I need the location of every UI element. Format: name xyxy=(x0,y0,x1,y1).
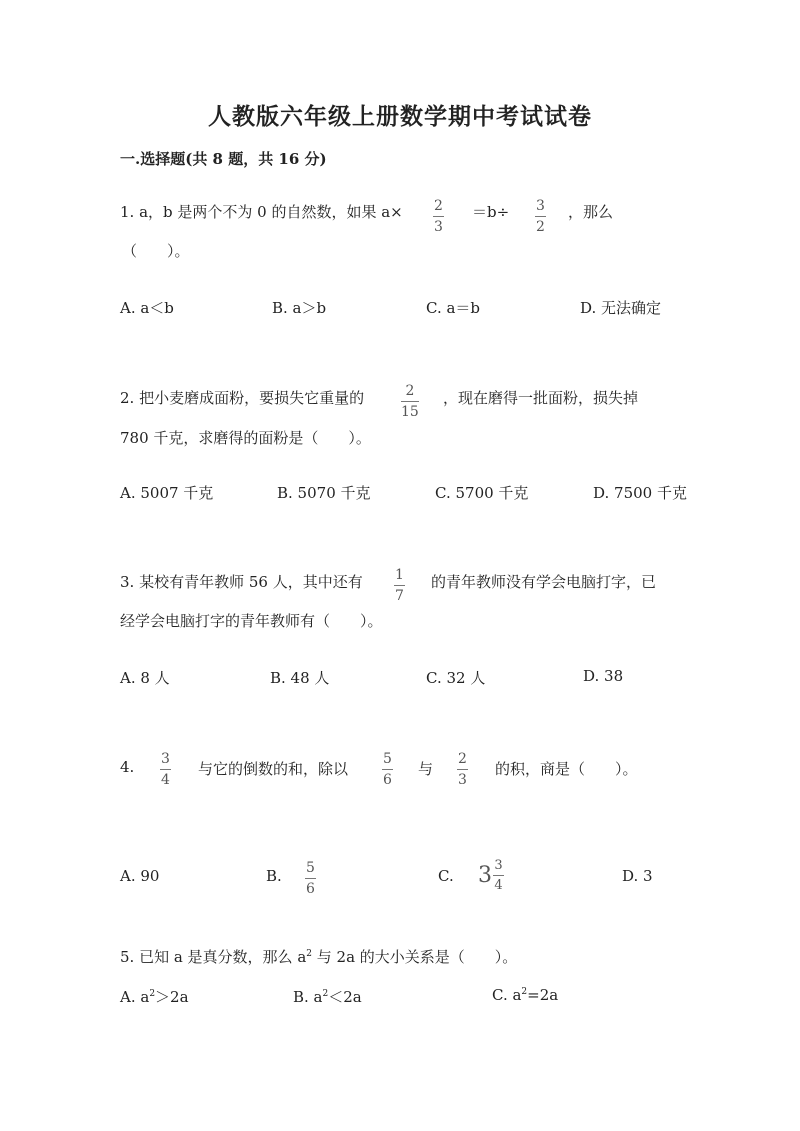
question-3-option-d[interactable]: D. 38 xyxy=(583,667,624,685)
fraction-denominator: 6 xyxy=(306,881,315,897)
question-5-stem-part2: 与 2a 的大小关系是（ ）。 xyxy=(312,948,518,966)
fraction-numerator: 1 xyxy=(395,567,404,583)
question-3-option-c[interactable]: C. 32 人 xyxy=(426,669,486,687)
superscript: 2 xyxy=(306,949,313,959)
question-1-option-c[interactable]: C. a＝b xyxy=(426,299,481,317)
option-b-fraction xyxy=(305,861,316,896)
fraction-numerator: 2 xyxy=(434,198,443,214)
question-4-fraction-1 xyxy=(160,752,171,787)
question-4-fraction-3 xyxy=(457,752,468,787)
fraction-denominator: 4 xyxy=(494,878,503,893)
fraction-numerator: 2 xyxy=(405,383,415,399)
fraction-denominator: 4 xyxy=(161,772,170,788)
question-5-option-a[interactable] xyxy=(120,986,189,1007)
option-base: C. a xyxy=(492,986,522,1004)
fraction-denominator: 6 xyxy=(383,772,392,788)
question-4-stem-part3: 与 xyxy=(418,760,434,778)
question-3-stem-part2: 的青年教师没有学会电脑打字，已 xyxy=(431,573,657,591)
fraction-denominator: 3 xyxy=(434,219,443,235)
superscript: 2 xyxy=(521,987,528,997)
question-5-option-c[interactable] xyxy=(492,986,558,1004)
question-2-fraction-1 xyxy=(401,384,419,419)
fraction-numerator: 5 xyxy=(306,860,315,876)
fraction-numerator: 3 xyxy=(536,198,545,214)
mixed-fraction xyxy=(493,859,504,892)
question-1-option-a[interactable]: A. a＜b xyxy=(120,299,174,317)
fraction-denominator: 7 xyxy=(395,588,404,604)
page-title: 人教版六年级上册数学期中考试试卷 xyxy=(208,103,592,130)
fraction-denominator: 3 xyxy=(458,772,467,788)
question-2-stem-part2: ，现在磨得一批面粉，损失掉 xyxy=(443,389,639,407)
question-3-fraction-1 xyxy=(394,568,405,603)
mixed-whole: 3 xyxy=(478,863,492,888)
question-1-stem-part1: 1. a，b 是两个不为 0 的自然数，如果 a× xyxy=(120,203,403,221)
question-4-option-d[interactable]: D. 3 xyxy=(622,867,653,885)
option-base: A. a xyxy=(120,988,150,1006)
section-header: 一.选择题(共 8 题，共 16 分) xyxy=(120,150,327,168)
fraction-numerator: 3 xyxy=(161,751,170,767)
option-rest: ＜2a xyxy=(328,988,362,1006)
question-3-option-a[interactable]: A. 8 人 xyxy=(120,669,170,687)
question-3-stem-line2: 经学会电脑打字的青年教师有（ ）。 xyxy=(120,612,383,630)
fraction-numerator: 5 xyxy=(383,751,392,767)
question-4-stem-part1: 4. xyxy=(120,758,135,776)
fraction-denominator: 15 xyxy=(401,404,419,420)
option-c-mixed-number xyxy=(478,859,504,892)
superscript: 2 xyxy=(322,989,329,999)
fraction-numerator: 3 xyxy=(494,858,503,873)
option-rest: =2a xyxy=(527,986,559,1004)
question-2-option-d[interactable]: D. 7500 千克 xyxy=(593,484,687,502)
question-5-option-b[interactable] xyxy=(293,986,362,1007)
question-4-stem-part4: 的积，商是（ ）。 xyxy=(495,760,638,778)
fraction-numerator: 2 xyxy=(458,751,467,767)
option-rest: ＞2a xyxy=(155,988,189,1006)
fraction-denominator: 2 xyxy=(536,219,545,235)
option-c-label: C. xyxy=(438,867,454,885)
question-2-stem-line2: 780 千克，求磨得的面粉是（ ）。 xyxy=(120,429,371,447)
option-b-label: B. xyxy=(266,867,282,885)
question-3-stem-part1: 3. 某校有青年教师 56 人，其中还有 xyxy=(120,573,363,591)
question-1-fraction-2 xyxy=(535,199,546,234)
question-2-stem-part1: 2. 把小麦磨成面粉，要损失它重量的 xyxy=(120,389,365,407)
question-5-stem xyxy=(120,946,517,967)
question-4-option-a[interactable]: A. 90 xyxy=(120,867,160,885)
question-4-stem-part2: 与它的倒数的和，除以 xyxy=(198,760,349,778)
superscript: 2 xyxy=(149,989,156,999)
question-1-option-d[interactable]: D. 无法确定 xyxy=(580,299,662,317)
question-1-stem-part3: ，那么 xyxy=(568,203,614,221)
question-4-fraction-2 xyxy=(382,752,393,787)
question-1-option-b[interactable]: B. a＞b xyxy=(272,299,327,317)
option-base: B. a xyxy=(293,988,323,1006)
question-2-option-b[interactable]: B. 5070 千克 xyxy=(277,484,371,502)
question-1-stem-line2: （ ）。 xyxy=(122,242,190,260)
question-1-stem-part2: ＝b÷ xyxy=(472,203,510,221)
question-5-stem-part1: 5. 已知 a 是真分数，那么 a xyxy=(120,948,307,966)
question-1-fraction-1 xyxy=(433,199,444,234)
question-3-option-b[interactable]: B. 48 人 xyxy=(270,669,330,687)
question-2-option-c[interactable]: C. 5700 千克 xyxy=(435,484,529,502)
question-2-option-a[interactable]: A. 5007 千克 xyxy=(120,484,214,502)
